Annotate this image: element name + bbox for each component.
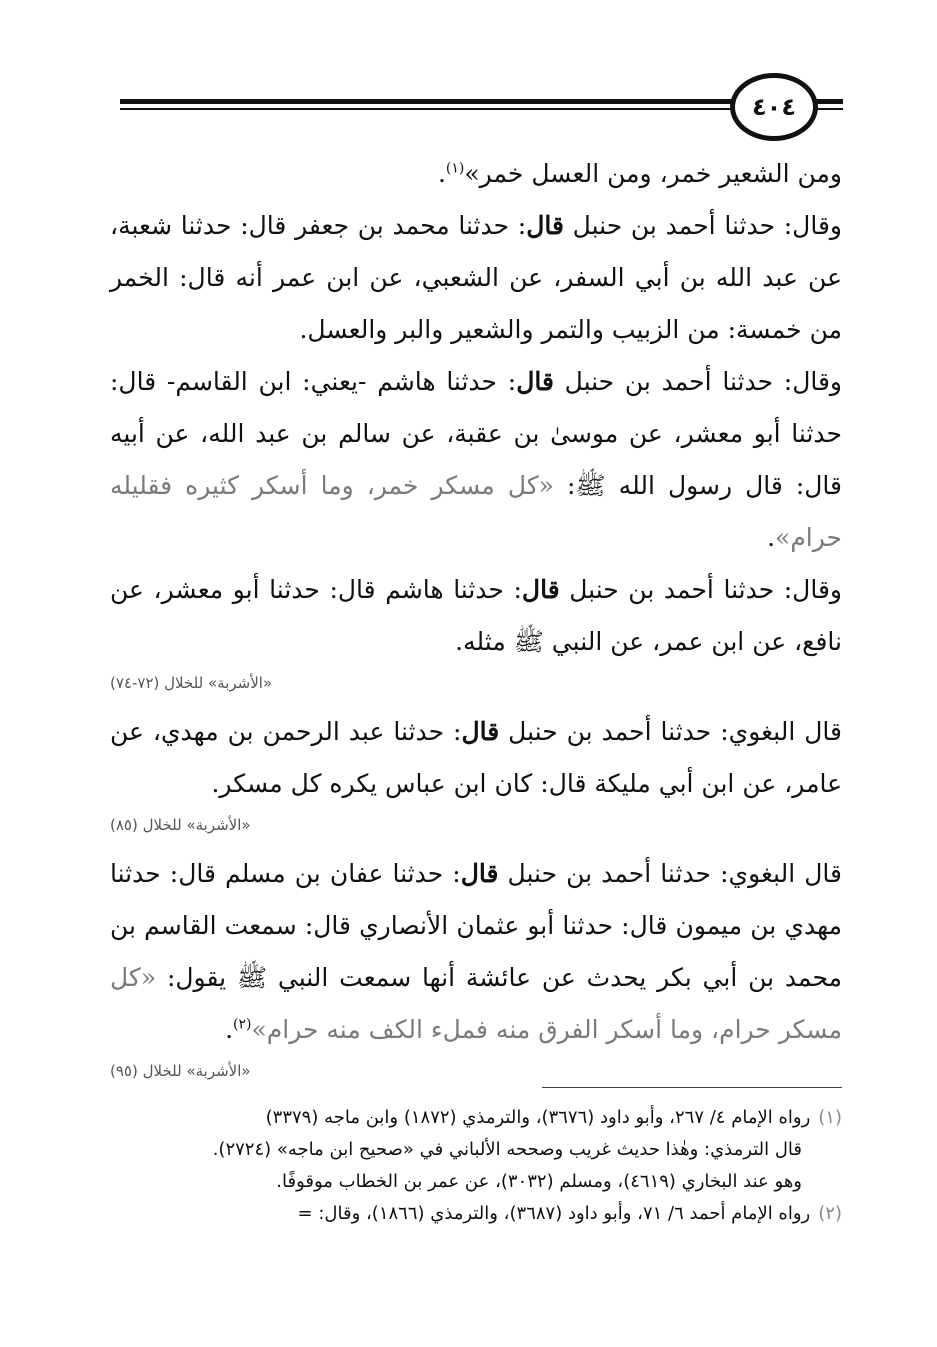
text: .	[767, 523, 776, 552]
footnote-text: قال الترمذي: وهٰذا حديث غريب وصححه الألباني في «صحيح ابن ماجه» (٢٧٢٤).	[212, 1139, 802, 1160]
text: وقال: حدثنا أحمد بن حنبل	[553, 367, 842, 396]
header-rule-right	[815, 99, 843, 104]
header-rule-thick	[120, 99, 760, 104]
bold-text: قال	[460, 859, 499, 888]
text: : حدثنا عبد الرحمن بن مهدي، عن عامر، عن ابن أبي مليكة قال: كان ابن عباس يكره كل مسكر.	[110, 717, 842, 798]
source-citation-2: «الأشربة» للخلال (٨٥)	[110, 816, 251, 834]
text: وقال: حدثنا أحمد بن حنبل	[563, 211, 842, 240]
paragraph-6	[110, 848, 842, 1056]
footnote-number: (٢)	[818, 1203, 842, 1224]
footnote-text: وهو عند البخاري (٤٦١٩)، ومسلم (٣٠٣٢)، عن عمر بن الخطاب موقوفًا.	[276, 1171, 802, 1192]
paragraph-1	[110, 148, 842, 200]
source-citation-1: «الأشربة» للخلال (٧٢-٧٤)	[110, 674, 273, 692]
text: : حدثنا هاشم -يعني: ابن القاسم- قال: حدثنا أبو معشر، عن موسىٰ بن عقبة، عن سالم بن عبد الله، عن أبيه قال: قال رسول الله ﷺ:	[110, 367, 842, 500]
bold-text: قال	[521, 575, 560, 604]
footnote-2	[110, 1198, 842, 1230]
footnote-divider	[542, 1087, 842, 1088]
main-text	[110, 148, 842, 1094]
footnote-ref[interactable]: (٢)	[233, 1016, 252, 1033]
text: : حدثنا هاشم قال: حدثنا أبو معشر، عن نافع، عن ابن عمر، عن النبي ﷺ مثله.	[110, 575, 842, 656]
paragraph-5	[110, 706, 842, 810]
text: .	[437, 159, 446, 188]
page-number-badge	[730, 73, 818, 141]
footnote-1-cont	[110, 1134, 842, 1166]
hadith-quote: «كل مسكر حرام، وما أسكر الفرق منه فملء الكف منه حرام»	[110, 963, 842, 1044]
page-number: ٤٠٤	[752, 93, 796, 121]
text: وقال: حدثنا أحمد بن حنبل	[559, 575, 842, 604]
bold-text: قال	[461, 717, 500, 746]
paragraph-2	[110, 200, 842, 356]
text: ومن الشعير خمر، ومن العسل خمر»	[464, 159, 842, 188]
text: : حدثنا عفان بن مسلم قال: حدثنا مهدي بن ميمون قال: حدثنا أبو عثمان الأنصاري قال: سمعت القاسم بن محمد بن أبي بكر يحدث عن عائشة أنها سمعت النبي ﷺ يقول:	[110, 859, 842, 992]
bold-text: قال	[516, 367, 554, 396]
text: .	[225, 1015, 234, 1044]
paragraph-3	[110, 356, 842, 564]
header-rule-right-thin	[815, 108, 843, 110]
footnote-1-cont	[110, 1166, 842, 1198]
text: قال البغوي: حدثنا أحمد بن حنبل	[499, 717, 842, 746]
header-rule-thin	[120, 108, 760, 110]
text: قال البغوي: حدثنا أحمد بن حنبل	[498, 859, 842, 888]
text: : حدثنا محمد بن جعفر قال: حدثنا شعبة، عن عبد الله بن أبي السفر، عن الشعبي، عن ابن عمر أنه قال: الخمر من خمسة: من الزبيب والتمر والشعير والبر والعسل.	[110, 211, 842, 344]
hadith-quote: «كل مسكر خمر، وما أسكر كثيره فقليله حرام»	[110, 471, 842, 552]
footnote-text: رواه الإمام أحمد ٦/ ٧١، وأبو داود (٣٦٨٧)، والترمذي (١٨٦٦)، وقال: =	[297, 1203, 811, 1224]
page-header	[0, 70, 937, 140]
footnote-number: (١)	[818, 1107, 842, 1128]
footnote-ref[interactable]: (١)	[445, 160, 465, 177]
footnotes	[110, 1102, 842, 1230]
bold-text: قال	[526, 211, 564, 240]
footnote-1	[110, 1102, 842, 1134]
footnote-text: رواه الإمام ٤/ ٢٦٧، وأبو داود (٣٦٧٦)، والترمذي (١٨٧٢) وابن ماجه (٣٣٧٩)	[265, 1107, 811, 1128]
source-citation-3: «الأشربة» للخلال (٩٥)	[110, 1062, 251, 1080]
paragraph-4	[110, 564, 842, 668]
